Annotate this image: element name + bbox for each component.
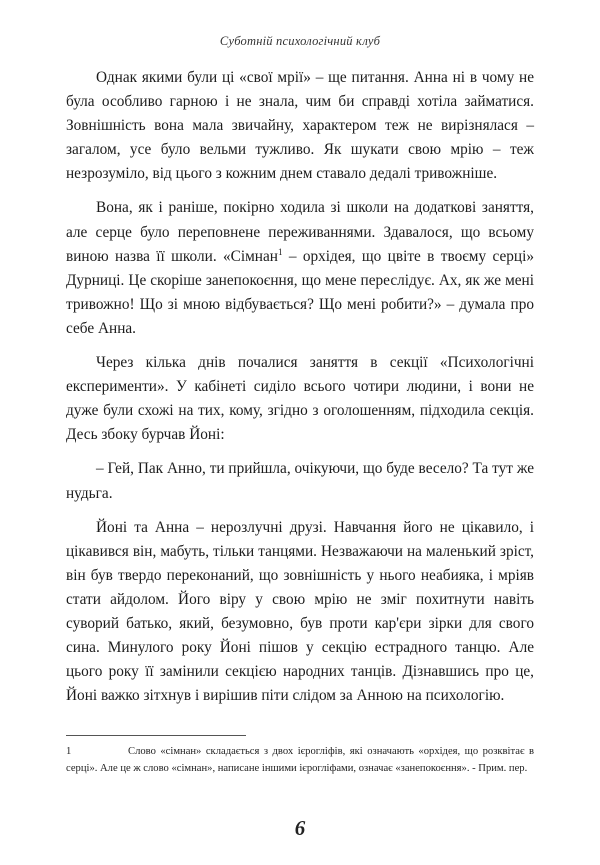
paragraph-5: Йоні та Анна – нерозлучні друзі. Навчання його не цікавило, і цікавився він, мабуть, тільки танцями. Незважаючи на маленький зріст, він був твердо переконаний, що зовнішність у нього неабияка, і мріяв стати айдолом. Його віру у свою мрію не зміг похитнути навіть суворий батько, який, безумовно, був проти кар'єри зірки для свого сина. Минулого року Йоні пішов у секцію естрадного танцю. Але цього року її замінили секцією народних танців. Дізнавшись про це, Йоні важко зітхнув і вирішив піти слідом за Анною на психологію.: [66, 518, 534, 705]
footnote: [66, 743, 534, 777]
footnote-mark: 1: [66, 746, 72, 757]
paragraph-2: [66, 196, 534, 341]
paragraph-2-text-before: Вона, як і раніше, покірно ходила зі школи на додаткові заняття, але серце було переповнене переживаннями. Здавалося, що всьому виною назва її школи. «Сімнан: [66, 199, 534, 265]
footnote-reference: 1: [277, 246, 283, 257]
running-head: Суботній психологічний клуб: [219, 34, 381, 48]
footnote-text: Слово «сімнан» складається з двох ієрогліфів, які означають «орхідея, що розквітає в серці». Але це ж слово «сімнан», написане іншими ієрогліфами, означає «занепокоєння». - Прим. пер.: [66, 746, 534, 774]
body-text: [66, 66, 534, 718]
paragraph-4-dialogue: – Гей, Пак Анно, ти прийшла, очікуючи, що буде весело? Та тут же нудьга.: [66, 460, 534, 502]
page-number: 6: [294, 816, 306, 840]
paragraph-1: Однак якими були ці «свої мрії» – ще питання. Анна ні в чому не була особливо гарною і не знала, чим би справді хотіла займатися. Зовнішність вона мала звичайну, характером теж не вирізнялася – загалом, усе було вельми тужливо. Як шукати свою мрію – теж незрозуміло, від цього з кожним днем ставало дедалі тривожніше.: [66, 69, 534, 183]
paragraph-2-text-after: – орхідея, що цвіте в твоєму серці» Дурниці. Це скоріше занепокоєння, що мене переслідує. Ах, як же мені тривожно! Що зі мною відбувається? Що мені робити?» – думала про себе Анна.: [66, 247, 534, 337]
footnote-rule: [66, 735, 246, 736]
paragraph-3: Через кілька днів почалися заняття в секції «Психологічні експерименти». У кабінеті сиділо всього чотири людини, і вони не дуже були схожі на тих, кому, згідно з оголошенням, підходила секція. Десь збоку бурчав Йоні:: [66, 354, 534, 444]
